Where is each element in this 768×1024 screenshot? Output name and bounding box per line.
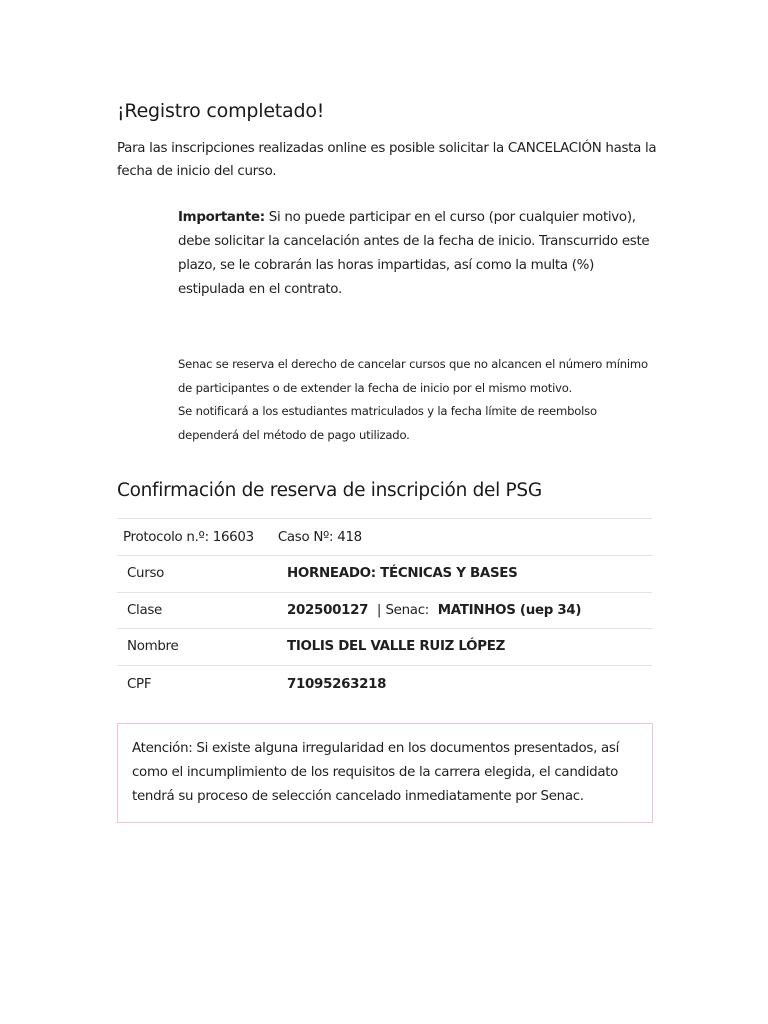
page-title: ¡Registro completado! [117, 100, 325, 122]
class-label: Clase [127, 602, 162, 618]
table-row-protocol [117, 519, 652, 556]
notice-line-1: Senac se reserva el derecho de cancelar cursos que no alcancen el número mínimo de participantes o de extender la fecha de inicio por el mismo motivo. [178, 357, 648, 395]
important-text: Si no puede participar en el curso (por cualquier motivo), debe solicitar la cancelación antes de la fecha de inicio. Transcurrido este plazo, se le cobrarán las horas impartidas, así como la multa (%) estipulada en el contrato. [178, 210, 650, 297]
notice-line-2: Se notificará a los estudiantes matriculados y la fecha límite de reembolso dependerá del método de pago utilizado. [178, 404, 597, 442]
senac-value: MATINHOS (uep 34) [437, 602, 582, 618]
cpf-label: CPF [127, 676, 152, 692]
name-label: Nombre [127, 639, 179, 655]
senac-label: Senac: [385, 602, 429, 618]
protocol-number: Protocolo n.º: 16603 [123, 529, 254, 545]
table-row-course [117, 556, 652, 593]
name-value: TIOLIS DEL VALLE RUIZ LÓPEZ [287, 639, 506, 655]
class-value: 202500127 [287, 602, 369, 618]
important-label: Importante: [178, 210, 265, 225]
table-row-class [117, 592, 652, 629]
section-title: Confirmación de reserva de inscripción del PSG [117, 480, 542, 501]
class-value-cell [287, 592, 652, 629]
registration-table [117, 518, 652, 703]
protocol-cell [117, 519, 652, 556]
cancellation-notice [178, 353, 658, 447]
table-row-name [117, 629, 652, 666]
table-row-cpf [117, 665, 652, 703]
case-number: Caso Nº: 418 [277, 529, 362, 545]
class-separator: | [376, 602, 382, 618]
important-note [178, 206, 658, 302]
cpf-value: 71095263218 [287, 676, 387, 692]
course-label: Curso [127, 566, 165, 582]
intro-paragraph: Para las inscripciones realizadas online es posible solicitar la CANCELACIÓN hasta la fecha de inicio del curso. [117, 141, 657, 179]
attention-box: Atención: Si existe alguna irregularidad en los documentos presentados, así como el incumplimiento de los requisitos de la carrera elegida, el candidato tendrá su proceso de selección cancelado inmediatamente por Senac. [117, 723, 653, 823]
course-value: HORNEADO: TÉCNICAS Y BASES [287, 566, 518, 582]
